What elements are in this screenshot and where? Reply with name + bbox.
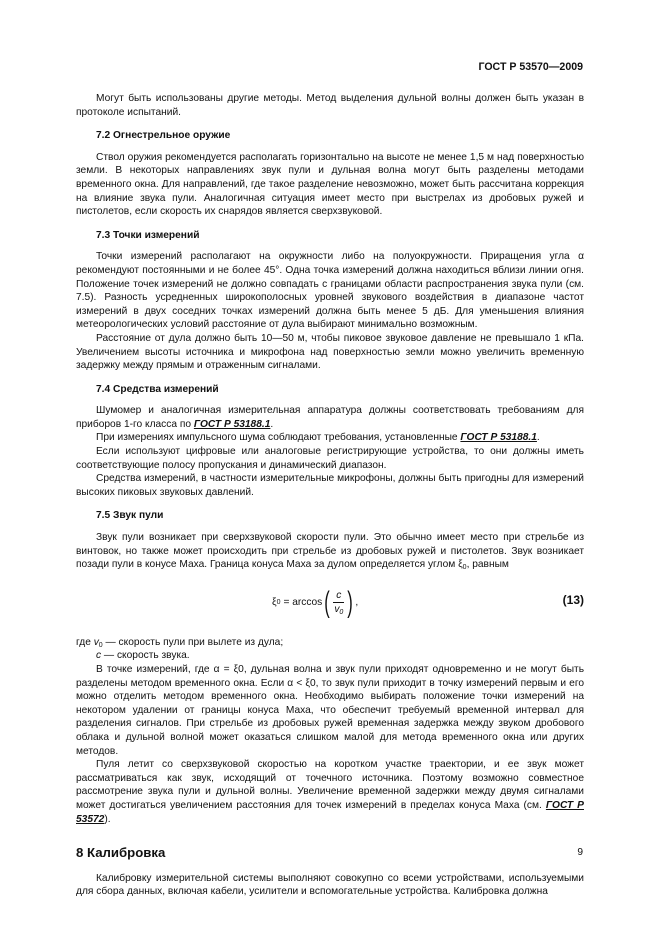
section-7-3-paragraph-2: Расстояние от дула должно быть 10—50 м, чтобы пиковое звуковое давление не превышало 1 кПа. Увеличением высоты источника и микрофона над поверхностью земли можно увеличить временную задержку между прямым и отраженным сигналами.	[76, 332, 584, 372]
definition-v0: где $v_0$ — скорость пули при вылете из дула;	[76, 636, 284, 649]
section-7-2-title: 7.2 Огнестрельное оружие	[96, 130, 231, 142]
fraction: $\frac{c}{v_0}$	[334, 589, 344, 616]
section-8-paragraph: Калибровку измерительной системы выполняют совокупно со всеми устройствами, используемыми для сбора данных, включая кабели, усилители и вспомогательные устройства. Калибровка должна	[76, 872, 584, 898]
equation-number: (13)	[562, 592, 584, 607]
section-7-4-title: 7.4 Средства измерений	[96, 383, 219, 395]
section-7-3-title: 7.3 Точки измерений	[96, 229, 200, 241]
section-8-title: 8 Калибровка	[76, 845, 166, 861]
definition-c: c — скорость звука.	[96, 650, 190, 662]
left-paren: (	[324, 585, 331, 619]
section-7-5-paragraph-2: В точке измерений, где α = ξ0, дульная волна и звук пули приходят одновременно и не могут быть разделены методом временного окна. Если α < ξ0, то звук пули приходит в точку измерений первым и его можно отделить методом временного окна. Необходимо выбирать положение точки измерений на некотором удалении от границы конуса Маха, что обеспечит требуемый временной интервал для разделения сигналов. При стрельбе из дробовых ружей временная задержка между звуком дробового облака и дульной волной может оказаться слишком малой для метода временного окна или других методов.	[76, 664, 584, 757]
section-7-2-paragraph: Ствол оружия рекомендуется располагать горизонтально на высоте не менее 1,5 м над поверхностью земли. В некоторых направлениях звук пули и дульная волна могут быть разделены методами временного окна. Для направлений, где такое разделение невозможно, может быть рассчитана коррекция на влияние звука пули. Аналогичная ситуация имеет место при выстрелах из дробовых ружей и пистолетов, если скорость их снарядов является сверхзвуковой.	[76, 151, 584, 218]
right-paren: )	[347, 585, 354, 619]
section-7-4-paragraph-2: При измерениях импульсного шума соблюдают требования, установленные ГОСТ Р 53188.1.	[96, 432, 540, 444]
standard-header: ГОСТ Р 53570—2009	[478, 61, 583, 73]
section-7-4-paragraph-1: Шумомер и аналогичная измерительная аппаратура должны соответствовать требованиям для приборов 1-го класса по ГОСТ Р 53188.1.	[76, 405, 584, 430]
section-7-5-title: 7.5 Звук пули	[96, 510, 164, 522]
variable-definitions	[76, 636, 584, 663]
section-7-4-paragraph-3: Если используют цифровые или аналоговые регистрирующие устройства, то они должны иметь соответствующие полосу пропускания и динамический диапазон.	[76, 446, 584, 471]
section-7-3-paragraph-1: Точки измерений располагают на окружности либо на полуокружности. Приращения угла α рекомендуют постоянными и не более 45°. Одна точка измерений должна находиться вблизи линии огня. Положение точек измерений не должно совпадать с границами области распространения звука пули (см. 7.5). Разность усредненных широкополосных уровней звукового воздействия в диапазоне частот измерений в двух соседних точках измерений должна быть менее 5 дБ. Для уменьшения влияния метеорологических условий расстояние от дула выбирают минимально возможным.	[76, 251, 584, 331]
page-content	[76, 92, 584, 899]
page-number: 9	[577, 847, 583, 858]
gost-53572-link[interactable]: ГОСТ Р 53572	[76, 799, 584, 825]
section-7-5-paragraph-1: Звук пули возникает при сверхзвуковой скорости пули. Это обычно имеет место при стрельбе из винтовок, но также может происходить при стрельбе из дробовых ружей и пистолетов. Звук возникает позади пули в конусе Маха. Граница конуса Маха за дулом определяется углом $\xi_0$, равным	[76, 532, 584, 572]
intro-paragraph: Могут быть использованы другие методы. Метод выделения дульной волны должен быть указан в протоколе испытаний.	[76, 93, 584, 118]
section-7-4-paragraph-4: Средства измерений, в частности измерительные микрофоны, должны быть пригодны для измерений высоких пиковых звуковых давлений.	[76, 473, 584, 498]
formula-13	[76, 580, 584, 630]
gost-53188-link[interactable]: ГОСТ Р 53188.1	[193, 418, 271, 430]
gost-53188-link-2[interactable]: ГОСТ Р 53188.1	[460, 432, 537, 444]
section-7-5-paragraph-3: Пуля летит со сверхзвуковой скоростью на коротком участке траектории, и ее звук может рассматриваться как звук, исходящий от точечного источника. Поэтому возможно совместное рассмотрение звука пули и дульной волны. Увеличение временной задержки между двумя сигналами может достигаться увеличением расстояния для точек измерений в пределах конуса Маха (см. ГОСТ Р 53572).	[76, 759, 584, 825]
formula-expression: ξ 0 = arccos ( $\frac{c}{v_0}$ ) ,	[272, 585, 359, 619]
